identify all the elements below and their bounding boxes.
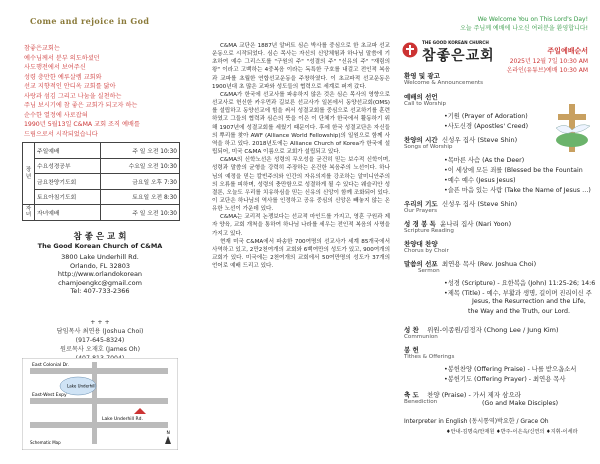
phone-number: Tel: 407-733-2366 [70, 287, 130, 296]
section-leader: 찬양 (Praise) - 가서 제자 삼으라 [427, 391, 522, 399]
section-heading: 봉 헌 [404, 346, 419, 354]
schedule-time: 금요일 오후 7:30 [100, 174, 179, 190]
table-row [23, 158, 180, 174]
schedule-name: 토요아침기도회 [35, 189, 101, 205]
section-subheading: Tithes & Offerings [404, 354, 455, 360]
map-label: Lake Underhill Rd. [102, 417, 143, 422]
intro-line: 1990년 5월13일 C&MA 교회 조직 예배를 [24, 121, 140, 128]
history-paragraph: 현재 미국 C&MA에서 파송한 700여명의 선교사가 세계 85개국에서 사역하고 있고, 2만2천여개의 교회와 6백여만의 성도가 있고, 900여개의 교회가 있다. 미국에는 2천여개의 교회에서 50여만명의 성도가 37개의 언어로 예배 드리고 있다. [212, 238, 390, 270]
history-paragraph: C&MA의 신학노선은 성령의 무오성을 굳건히 믿는 보수적 신학이며, 성령과 말씀의 균형을 강력히 주장하는 온건한 복음주의 노선이다. 하나님의 예정을 믿는 칼빈주의와 인간의 자유의지를 강조하는 알미니안주의의 오류를 피하며, 성령의 충만함으로 성결하게 될 수 있다는 웨슬리안 성결론, 오늘도 우리를 치유하심을 믿는 신유의 신앙이 함께 조화되어 있다. 이 교단은 하나님의 역사를 인정하고 공유 중심의 신앙은 빼놓지 않는 온유한 노선이 가운데 있다. [212, 157, 390, 213]
schedule-time: 주 일 오전 10:30 [100, 205, 179, 221]
cma-history-text [212, 42, 390, 270]
interpreter-note: Interpreter in English (동시통역)박요한 / Grace Oh [404, 418, 549, 425]
intro-line: 성령 충만한 예루살렘 교회와 [24, 73, 102, 81]
welcome-line: We Welcome You on This Lord's Day! [477, 16, 588, 23]
song-item: •이 세상에 모든 죄를 (Blessed be the Fountain [444, 167, 583, 174]
schedule-name: 수요성경공부 [35, 158, 101, 174]
intro-line: 사도행전에서 보여주신 [24, 64, 86, 71]
section-sermon [404, 259, 536, 274]
schedule-time: 주 일 오전 10:30 [100, 143, 179, 159]
section-heading: 우리의 기도 [404, 200, 438, 208]
address-line: 3800 Lake Underhill Rd. [61, 253, 139, 261]
church-logo [402, 38, 495, 64]
road-underhill [30, 422, 168, 428]
section-subheading: Sermon [418, 268, 440, 274]
history-paragraph: C&MA는 교리적 논쟁보다는 선교적 마인드를 가지고, 영혼 구원과 제자 양육, 교회 개척을 통하여 하나님 나라를 세우는 전인적 복음의 사명을 가지고 있다. [212, 214, 390, 237]
map-label: Schematic Map [30, 440, 61, 445]
worship-schedule-table [22, 142, 180, 221]
website-link[interactable]: http://www.orlandokorean [57, 270, 143, 279]
logo-subtitle: THE GOOD KOREAN CHURCH [422, 40, 489, 45]
intro-line: 예수님께서 분부 의도하셨던 [24, 54, 100, 62]
section-call-to-worship [404, 92, 446, 107]
sermon-item: the Way and the Truth, our Lord. [468, 308, 571, 315]
offering-item: •봉헌찬양 (Offering Praise) - 나를 받으옵소서 [444, 366, 577, 373]
section-welcome [404, 71, 483, 86]
section-heading: 성 찬 [404, 326, 419, 334]
intro-line: 선교 지향적인 안디옥 교회를 닮아 [24, 83, 116, 90]
left-panel [0, 0, 200, 464]
section-heading: 예배의 선언 [404, 93, 438, 101]
section-subheading: Chorus by Choir [404, 248, 449, 254]
section-subheading: Welcome & Announcements [404, 80, 483, 86]
map-label: N [166, 431, 170, 436]
section-subheading: Songs of Worship [404, 144, 453, 150]
section-heading: 성 경 봉 독 [404, 220, 436, 228]
section-subheading: Benediction [404, 399, 438, 405]
schedule-category: 자 녀 [23, 205, 35, 221]
church-address [0, 253, 200, 296]
section-heading: 찬양대 찬양 [404, 240, 438, 248]
logo-title: 참좋은교회 [422, 48, 495, 64]
intro-line: 사랑과 섬김 그리고 나눔을 실천하는 [24, 92, 122, 100]
benediction-english: (Go and Make Disciples) [482, 400, 559, 407]
section-choir [404, 239, 449, 254]
section-offering [404, 345, 454, 360]
schedule-name: 금요찬양기도회 [35, 174, 101, 190]
middle-panel [200, 0, 400, 464]
volunteer-footer: ♦안내-김명숙/안재원 ♦반주-이은옥/신연의 ♦지휘-이세라 [446, 429, 578, 435]
intro-line: 순수한 열정에 사로잡혀 [24, 111, 88, 119]
road-colonial [30, 368, 168, 374]
bullet-mark: + + + [90, 319, 110, 326]
address-line: Orlando, FL 32803 [69, 261, 131, 270]
section-leader: 윤나리 집사 (Nari Yoon) [440, 220, 512, 228]
schedule-time: 수요일 오전 10:30 [100, 158, 179, 174]
dove-cross-icon [550, 100, 594, 156]
service-item: •기원 (Prayer of Adoration) [444, 113, 528, 120]
section-subheading: Scripture Reading [404, 228, 454, 234]
service-date-line: 온라인(유튜브)예배 10:30 AM [506, 66, 588, 74]
sermon-item: Jesus, the Resurrection and the Life, [472, 298, 586, 305]
section-subheading: Call to Worship [404, 101, 447, 107]
service-title: 주일예배순서 [547, 47, 588, 55]
section-scripture-reading [404, 219, 511, 234]
table-row [23, 189, 180, 205]
section-leader: 위원-이종원/김정자 (Chong Lee / Jung Kim) [427, 326, 559, 334]
road-vertical [92, 362, 97, 444]
section-heading: 환영 및 광고 [404, 72, 440, 80]
section-leader: 최연용 목사 (Rev. Joshua Choi) [441, 260, 537, 268]
schedule-time: 토요일 오전 8:30 [100, 189, 179, 205]
section-praise [404, 135, 517, 150]
sermon-item: •성경 (Scripture) - 요한복음 (John) 11:25-26; 14:6 [444, 280, 596, 287]
map-label: East-West Expy [32, 393, 67, 398]
church-intro [24, 44, 174, 139]
church-logo-icon [402, 42, 418, 58]
pastor-info [0, 318, 200, 363]
section-communion [404, 325, 559, 340]
history-paragraph: C&MA 교단은 1887년 알버트 심슨 박사를 중심으로 한 초교파 선교운동으로 시작되었다. 심슨 목사는 자신의 신앙체험과 하나님 말씀에 기초하여 예수 그리스도를 "구원의 주" "성결의 주" "신유의 주" "재림의 왕" 이라고 고백하는 4중복음 이라는 독특한 구호를 내걸고 전인적 복음과 교파를 초월한 연합선교운동을 주창하였다. 이 초교파적 선교운동은 1900년대 초 많은 교파와 성도들의 협력으로 세계로 퍼져 갔다. [212, 43, 390, 90]
pastor-line: 원로목사 오재호 (James Oh) [59, 346, 141, 353]
section-subheading: Communion [404, 334, 438, 340]
section-subheading: Our Prayers [404, 208, 437, 214]
table-row [23, 174, 180, 190]
schedule-name: 자녀예배 [35, 205, 101, 221]
song-item: •목마른 사슴 (As the Deer) [444, 157, 525, 164]
map-label: Lake Underhill [67, 383, 96, 389]
welcome-message [460, 16, 588, 33]
intro-line: 드림으로서 시작되었습니다 [24, 130, 98, 138]
section-leader: 신성우 집사 (Steve Shin) [441, 136, 518, 144]
schedule-name: 주일예배 [35, 143, 101, 159]
section-heading: 찬양의 시간 [404, 136, 438, 144]
church-name-english: The Good Korean Church of C&MA [37, 242, 163, 250]
section-heading: 축 도 [404, 391, 419, 399]
schedule-category: 장 년 [23, 143, 35, 205]
left-title: Come and rejoice in God [30, 16, 150, 26]
section-leader: 신성우 집사 (Steve Shin) [441, 200, 518, 208]
road-expy [30, 398, 168, 404]
pastor-line: 담임목사 최연용 (Joshua Choi) [56, 328, 144, 335]
email-link[interactable]: chamjoengkc@gmail.com [58, 278, 142, 287]
intro-line: 참좋은교회는 [24, 45, 60, 52]
song-item: •슬픈 마음 있는 사람 (Take the Name of Jesus …) [444, 187, 591, 194]
intro-line: 주님 보시기에 참 좋은 교회가 되고자 하는 [24, 102, 138, 109]
song-item: •예수 예수 (Jesus Jesus) [444, 177, 516, 184]
section-prayer [404, 199, 517, 214]
offering-item: •봉헌기도 (Offering Prayer) - 최연용 목사 [444, 376, 566, 383]
right-panel [400, 0, 600, 464]
service-item: •사도신경 (Apostles' Creed) [444, 123, 529, 130]
sermon-item: •제목 (Title) - 예수, 부활과 생명, 길이며 진리이신 주 [444, 290, 592, 297]
welcome-line: 오늘 주님께 예배에 나오신 여러분을 환영합니다! [460, 24, 588, 32]
table-row [23, 205, 180, 221]
section-heading: 말씀의 선포 [404, 260, 438, 268]
table-row [23, 143, 180, 159]
service-date-line: 2025년 12월 7일 10:30 AM [509, 58, 588, 65]
pastor-line: (917-645-8324) [75, 337, 125, 344]
location-map [22, 358, 178, 450]
church-name-korean: 참 좋 은 교 회 [73, 232, 127, 242]
map-label: East Colonial Dr. [32, 363, 69, 368]
service-date [507, 58, 588, 75]
history-paragraph: C&MA가 한국에 선교사를 파송하지 않은 것은 심슨 목사의 영향으로 선교사로 헌신한 카우먼과 길보른 선교사가 일본에서 동양선교회(OMS)를 설립하고 동양선교에 힘을 써서 성결교회를 중심으로 선교하기를 훈련하였고 그들의 협력과 심슨의 뜻을 이은 이 단체가 한국에서 활동하기 위해 1907년에 성결교회를 세웠기 때문이다. 후에 한국 성결교단은 자신들의 뿌리를 찾아 AWF (Alliance World Fellowship)의 일원으로 함께 사역을 하고 있다. 2018년도에는 Alliance Church of Korea가 한국에 설립되어, 미국 C&MA 이름으로 교회가 설립되고 있다. [212, 91, 390, 156]
